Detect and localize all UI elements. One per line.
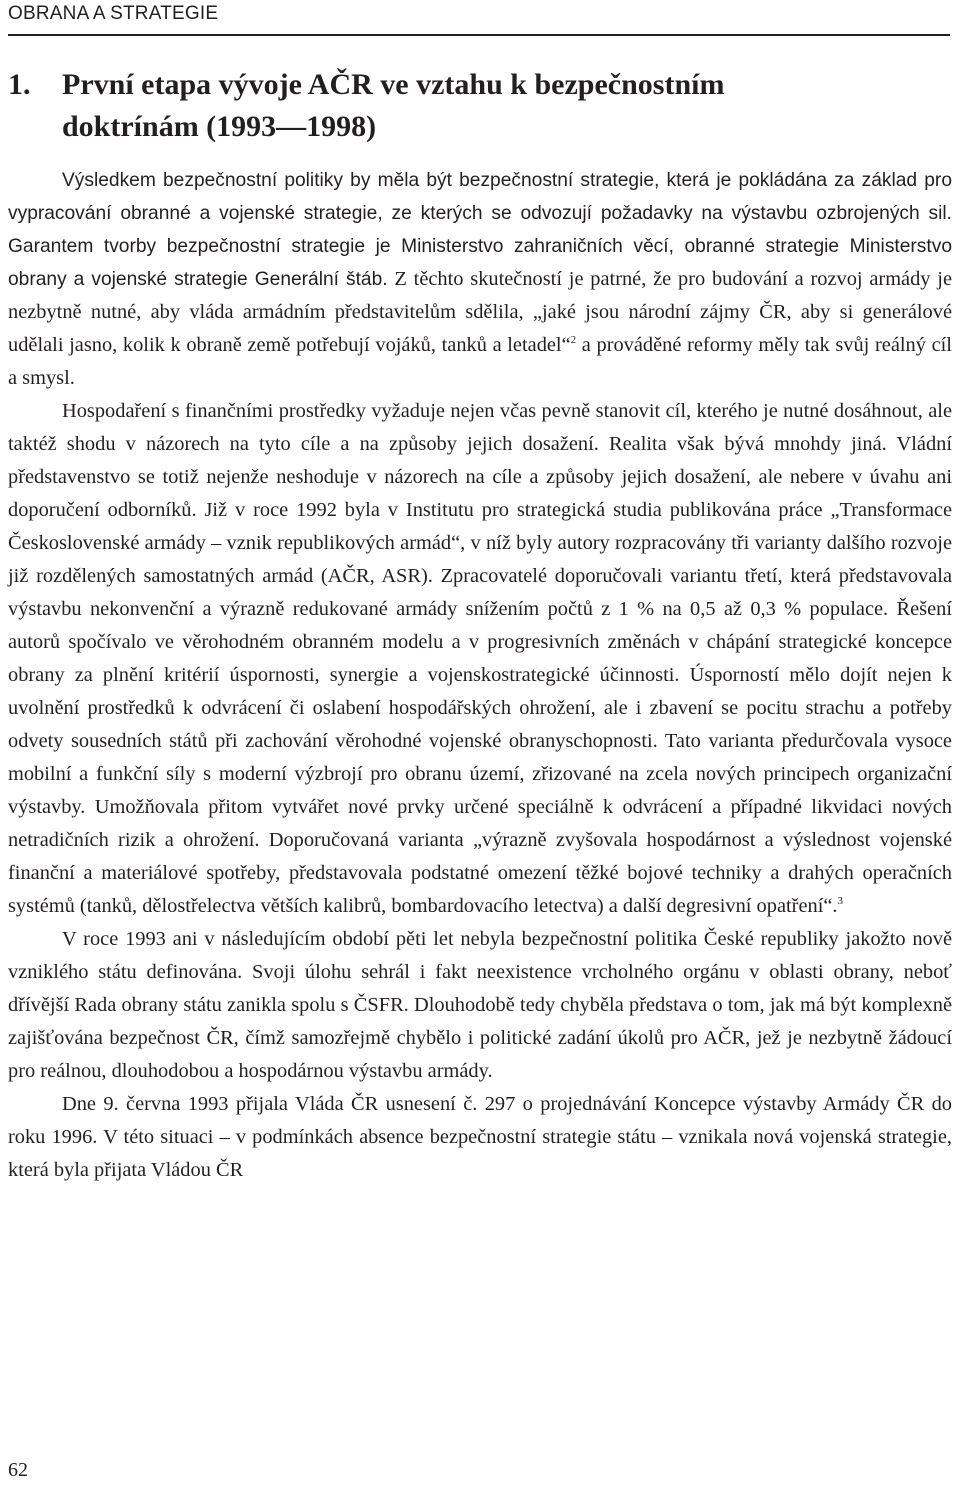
chapter-title-line-2: doktrínám (1993—1998) (62, 110, 377, 143)
footnote-ref-3: 3 (837, 895, 844, 907)
chapter-number: 1. (8, 68, 31, 101)
paragraph-3: V roce 1993 ani v následujícím období pěti let nebyla bezpečnostní politika České republiky jakožto nově vzniklého státu definována. Svoji úlohu sehrál i fakt neexistence vrcholného orgánu v oblasti obrany, neboť dřívější Rada obrany státu zanikla spolu s ČSFR. Dlouhodobě tedy chyběla představa o tom, jak má být komplexně zajišťována bezpečnost ČR, čímž samozřejmě chybělo i politické zadání úkolů pro AČR, jež je nezbytně žádoucí pro reálnou, dlouhodobou a hospodárnou výstavbu armády. (8, 928, 952, 1082)
header-rule (8, 34, 950, 36)
paragraph-4: Dne 9. června 1993 přijala Vláda ČR usnesení č. 297 o projednávání Koncepce výstavby Armády ČR do roku 1996. V této situaci – v podmínkách absence bezpečnostní strategie státu – vznikala nová vojenská strategie, která byla přijata Vládou ČR (8, 1093, 952, 1181)
paragraph-2 (8, 395, 952, 923)
paragraph-1-sans-part: Výsledkem bezpečnostní politiky by měla být bezpečnostní strategie, která je pokládána za základ pro vypracování obranné a vojenské strategie, ze kterých se odvozují požadavky na výstavbu ozbrojených sil. Garantem tvorby bezpečnostní strategie je Ministerstvo zahraničních věcí, obranné strategie Ministerstvo obrany a vojenské strategie Generální štáb. (8, 170, 952, 290)
paragraph-1-tail: a prováděné reformy měly tak svůj reálný cíl a smysl. (8, 334, 952, 389)
body-text (8, 164, 952, 1187)
paragraph-2-text: Hospodaření s finančními prostředky vyžaduje nejen včas pevně stanovit cíl, kterého je nutné dosáhnout, ale taktéž shodu v názorech na tyto cíle a na způsoby jejich dosažení. Realita však bývá mnohdy jiná. Vládní představenstvo se totiž nejenže neshoduje v názorech na cíle a způsoby jejich dosažení, ale nebere v úvahu ani doporučení odborníků. Již v roce 1992 byla v Institutu pro strategická studia publikována práce „Transformace Československé armády – vznik republikových armád“, v níž byly autory rozpracovány tři varianty dalšího rozvoje již rozdělených samostatných armád (AČR, ASR). Zpracovatelé doporučovali variantu třetí, která představovala výstavbu nekonvenční a výrazně redukované armády snížením počtů z 1 % na 0,5 až 0,3 % populace. Řešení autorů spočívalo ve věrohodném obranném modelu a v progresivních změnách v chápání strategické koncepce obrany za plnění kritérií úspornosti, synergie a vojenskostrategické účinnosti. Úsporností mělo dojít nejen k uvolnění prostředků k odvrácení či oslabení hospodářských ohrožení, ale i zbavení se pocitu strachu a potřeby odvety sousedních států při zachování věrohodné vojenské obranyschopnosti. Tato varianta předurčovala vysoce mobilní a funkční síly s moderní výzbrojí pro obranu území, zřizované na zcela nových principech organizační výstavby. Umožňovala přitom vytvářet nové prvky určené speciálně k odvrácení a případné likvidaci nových netradičních rizik a ohrožení. Doporučovaná varianta „výrazně zvyšovala hospodárnost a výslednost vojenské finanční a materiálové spotřeby, představovala podstatné omezení těžké bojové techniky a drahých operačních systémů (tanků, dělostřelectva větších kalibrů, bombardovacího letectva) a další degresivní opatření“. (8, 400, 952, 917)
footnote-ref-2: 2 (570, 334, 577, 346)
paragraph-1 (8, 164, 952, 395)
page-number: 62 (8, 1459, 28, 1481)
chapter-title-line-1: První etapa vývoje AČR ve vztahu k bezpečnostním (62, 68, 725, 101)
running-header: OBRANA A STRATEGIE (8, 3, 219, 24)
chapter-heading (8, 64, 908, 148)
paragraph-1-serif-part: Z těchto skutečností je patrné, že pro budování a rozvoj armády je nezbytně nutné, aby vláda armádním představitelům sdělila, „jaké jsou národní zájmy ČR, aby si generálové udělali jasno, kolik k obraně země potřebují vojáků, tanků a letadel“ (8, 268, 952, 356)
